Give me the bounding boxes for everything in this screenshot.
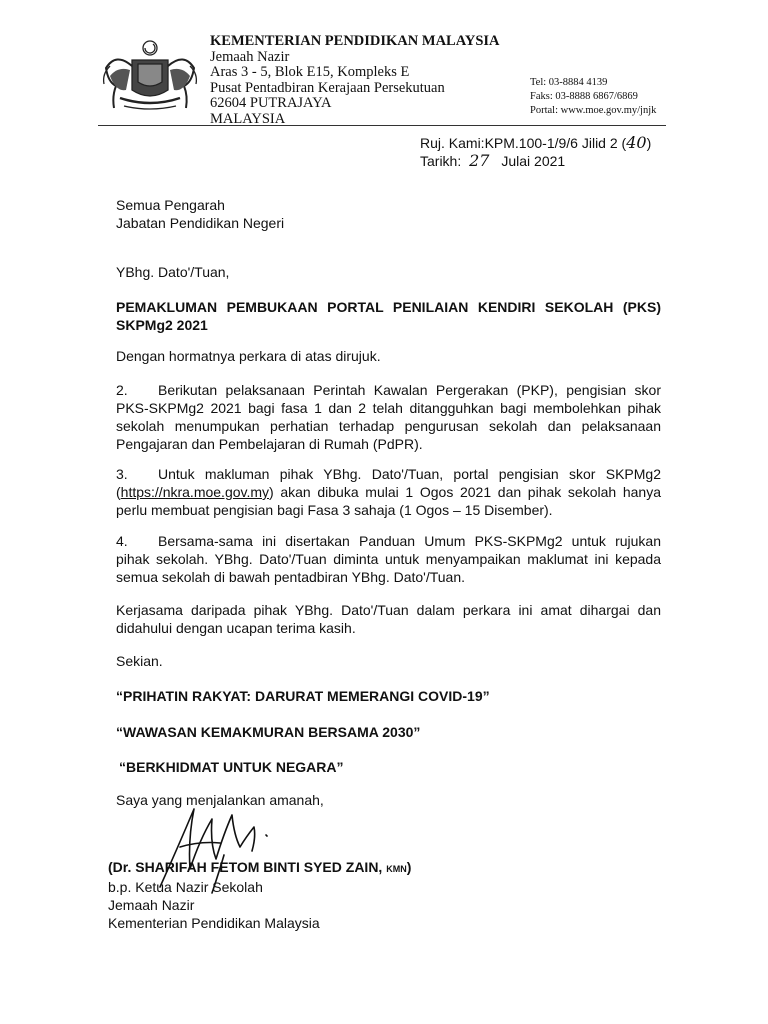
honorific: KMN <box>386 864 407 874</box>
paragraph-5: Kerjasama daripada pihak YBhg. Dato'/Tuan dalam perkara ini amat dihargai dan didahului dengan ucapan terima kasih. <box>116 602 661 636</box>
org-name: KEMENTERIAN PENDIDIKAN MALAYSIA <box>210 33 500 49</box>
signatory-dept: Jemaah Nazir <box>108 897 195 913</box>
handwritten-ref: 40 <box>626 133 647 152</box>
signatory-title: b.p. Ketua Nazir Sekolah <box>108 879 263 895</box>
portal: Portal: www.moe.gov.my/jnjk <box>530 105 657 116</box>
address-line: 62604 PUTRAJAYA <box>210 95 332 112</box>
tel: Tel: 03-8884 4139 <box>530 77 608 88</box>
slogan-2: “WAWASAN KEMAKMURAN BERSAMA 2030” <box>116 724 421 740</box>
letterhead-divider <box>98 125 666 126</box>
recipient: Semua Pengarah Jabatan Pendidikan Negeri <box>116 197 285 231</box>
handwritten-day: 27 <box>469 151 490 170</box>
subject: PEMAKLUMAN PEMBUKAAN PORTAL PENILAIAN KENDIRI SEKOLAH (PKS) SKPMg2 2021 <box>116 299 661 333</box>
paragraph-4: 4. Bersama-sama ini disertakan Panduan Umum PKS-SKPMg2 untuk rujukan pihak sekolah. YBhg. Dato'/Tuan diminta untuk menyampaikan maklumat ini kepada semua sekolah di bawah pentadbiran YBhg. Dato'/Tuan. <box>116 533 661 585</box>
paragraph-1: Dengan hormatnya perkara di atas dirujuk. <box>116 348 381 364</box>
address-line: Aras 3 - 5, Blok E15, Kompleks E <box>210 64 410 81</box>
letterhead-contact <box>530 76 656 118</box>
reference-number: Ruj. Kami:KPM.100-1/9/6 Jilid 2 (40) <box>420 133 652 152</box>
address-country: MALAYSIA <box>210 110 286 127</box>
slogan-3: “BERKHIDMAT UNTUK NEGARA” <box>119 759 344 775</box>
paragraph-3: 3. Untuk makluman pihak YBhg. Dato'/Tuan, portal pengisian skor SKPMg2 (https://nkra.moe.gov.my) akan dibuka mulai 1 Ogos 2021 dan pihak sekolah hanya perlu membuat pengisian bagi Fasa 3 sahaja (1 Ogos – 15 Disember). <box>116 466 661 518</box>
reference-block <box>420 134 651 170</box>
ministry-crest-logo <box>98 36 202 116</box>
signatory-name: (Dr. SHARIFAH FETOM BINTI SYED ZAIN, KMN) <box>108 859 412 875</box>
paragraph-6: Sekian. <box>116 653 163 669</box>
closing-line: Saya yang menjalankan amanah, <box>116 792 324 808</box>
letterhead-address <box>210 34 500 128</box>
portal-link[interactable]: https://nkra.moe.gov.my <box>120 484 270 500</box>
slogan-1: “PRIHATIN RAKYAT: DARURAT MEMERANGI COVID-19” <box>116 688 490 704</box>
salutation: YBhg. Dato'/Tuan, <box>116 264 230 280</box>
fax: Faks: 03-8888 6867/6869 <box>530 91 638 102</box>
address-line: Pusat Pentadbiran Kerajaan Persekutuan <box>210 79 445 96</box>
dept-name: Jemaah Nazir <box>210 48 290 65</box>
signatory-block <box>108 858 411 932</box>
date: Tarikh: 27 Julai 2021 <box>420 151 566 170</box>
paragraph-2: 2. Berikutan pelaksanaan Perintah Kawalan Pergerakan (PKP), pengisian skor PKS-SKPMg2 2021 bagi fasa 1 dan 2 telah ditangguhkan bagi membolehkan pihak sekolah menumpukan perhatian terhadap pengurusan sekolah dan pelaksanaan Pengajaran dan Pembelajaran di Rumah (PdPR). <box>116 382 661 452</box>
signatory-ministry: Kementerian Pendidikan Malaysia <box>108 915 320 931</box>
